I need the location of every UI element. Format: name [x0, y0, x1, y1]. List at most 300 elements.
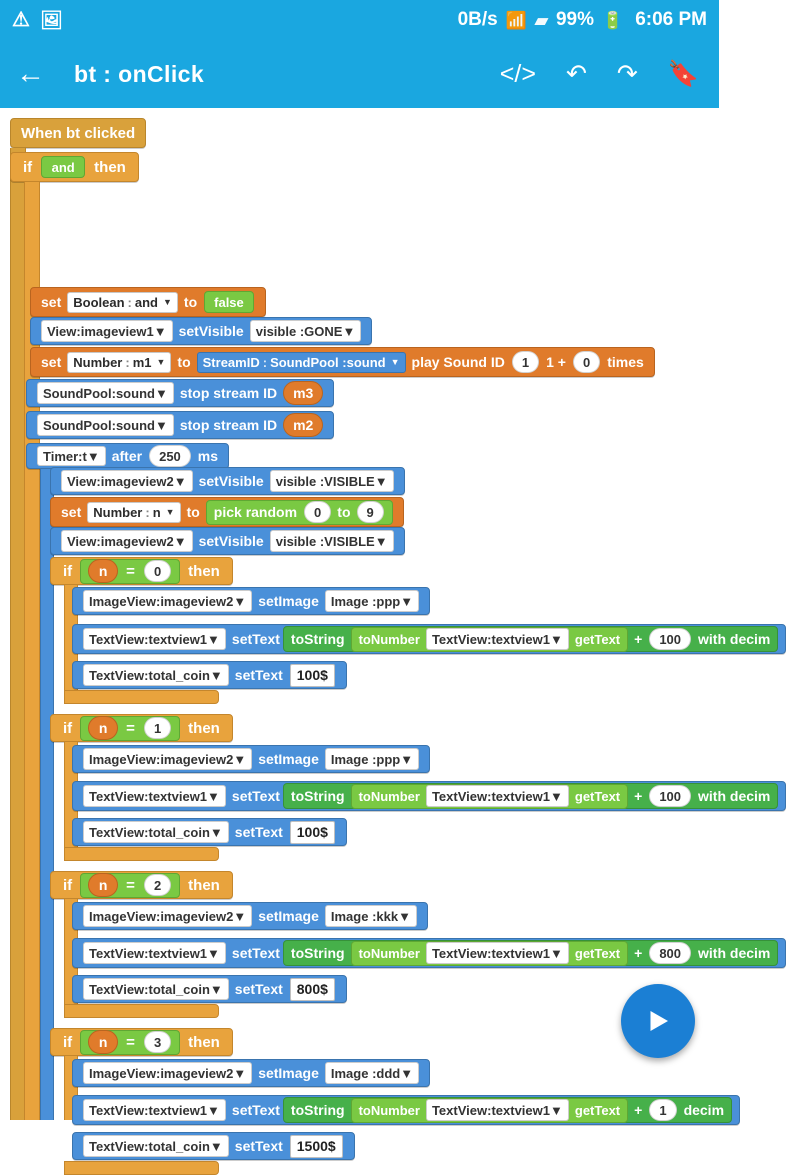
image-arg-selector-1[interactable]: [325, 748, 419, 770]
chevron-down-icon[interactable]: ▼: [400, 593, 414, 609]
textview-selector-0[interactable]: [83, 628, 226, 650]
chevron-down-icon[interactable]: ▼: [400, 1065, 414, 1081]
source-component-label: textview1: [491, 631, 550, 647]
image-arg-label: Image :: [330, 751, 377, 767]
source-type-label: TextView: [431, 631, 488, 647]
component-type-label: Timer: [43, 448, 79, 464]
if-branch-block-3[interactable]: [50, 1028, 233, 1056]
number-variable-name: n: [152, 504, 161, 520]
textview-selector-3[interactable]: [83, 1099, 226, 1121]
plus-operator: +: [634, 1102, 643, 1118]
image-arg-selector-3[interactable]: [325, 1062, 419, 1084]
chevron-down-icon[interactable]: ▼: [207, 631, 220, 647]
method-label: setText: [231, 788, 280, 804]
if-branch-block-1[interactable]: [50, 714, 233, 742]
view-component-selector-2[interactable]: [61, 470, 193, 492]
visible-arg-value: VISIBLE: [324, 533, 375, 549]
tostring-expression-1[interactable]: [283, 783, 778, 809]
times-value[interactable]: 0: [573, 351, 600, 373]
chevron-down-icon[interactable]: ▼: [233, 1065, 247, 1081]
settext-totalcoin-block-1[interactable]: [72, 818, 347, 846]
equals-operator: =: [126, 876, 135, 894]
comparison-value[interactable]: 1: [144, 717, 171, 739]
pick-random-block[interactable]: [206, 500, 393, 525]
chevron-down-icon[interactable]: ▼: [207, 1102, 220, 1118]
source-component-label: textview1: [491, 1102, 550, 1118]
method-label: setText: [234, 824, 283, 840]
then-keyword: then: [94, 158, 126, 176]
chevron-down-icon[interactable]: ▼: [207, 945, 220, 961]
set-keyword: set: [41, 354, 62, 370]
imageview-selector-2[interactable]: [83, 905, 252, 927]
if-branch-foot-3: [64, 1161, 219, 1175]
tonumber-expression-3[interactable]: [351, 1098, 629, 1123]
tonumber-label: toNumber: [358, 945, 420, 961]
separator: :: [96, 473, 101, 489]
settext-textview1-block-0[interactable]: [72, 624, 786, 654]
if-branch-foot-0: [64, 690, 219, 704]
visible-arg-selector-3[interactable]: [270, 530, 394, 552]
method-label: setVisible: [198, 473, 264, 489]
separator: :: [155, 593, 161, 609]
condition-and-operand[interactable]: and: [41, 156, 85, 178]
variable-n-operand[interactable]: n: [88, 1030, 118, 1054]
amount-value[interactable]: 800: [649, 942, 691, 964]
boolean-variable-chip[interactable]: [67, 292, 178, 313]
tonumber-expression-0[interactable]: [351, 627, 629, 652]
equals-operator: =: [126, 1033, 135, 1051]
separator: :: [144, 945, 149, 961]
separator: :: [125, 354, 130, 370]
source-type-label: TextView: [431, 945, 488, 961]
component-type-label: TextView: [89, 1138, 145, 1154]
component-name-label: t: [82, 448, 87, 464]
gettext-source-selector-1[interactable]: [426, 785, 569, 807]
comparison-value[interactable]: 2: [144, 874, 171, 896]
total-coin-text-value[interactable]: 800$: [290, 978, 335, 1001]
method-label: setText: [231, 945, 280, 961]
number-variable-chip-m1[interactable]: [67, 352, 171, 373]
soundpool-selector-m3[interactable]: [37, 382, 174, 404]
tonumber-expression-1[interactable]: [351, 784, 629, 809]
tostring-label: toString: [290, 945, 345, 961]
chevron-down-icon[interactable]: ▼: [400, 751, 414, 767]
chevron-down-icon[interactable]: ▼: [233, 908, 247, 924]
stream-id-variable-m2[interactable]: m2: [283, 413, 323, 437]
separator: :: [96, 533, 101, 549]
method-label: setVisible: [178, 323, 244, 339]
component-type-label: SoundPool: [43, 385, 112, 401]
app-bar: [0, 40, 719, 108]
chevron-down-icon[interactable]: ▼: [173, 533, 187, 549]
event-block-label: When bt clicked: [21, 124, 136, 142]
chevron-down-icon[interactable]: ▼: [209, 824, 223, 840]
setimage-block-1[interactable]: [72, 745, 430, 773]
play-sound-label: play Sound ID: [411, 354, 505, 370]
then-keyword: then: [188, 1033, 220, 1051]
amount-value[interactable]: 1: [649, 1099, 676, 1121]
component-type-label: TextView: [89, 945, 145, 961]
random-upper-bound[interactable]: 9: [357, 501, 384, 523]
set-number-m1-block[interactable]: [30, 347, 655, 377]
block-canvas[interactable]: [0, 108, 771, 1154]
totalcoin-selector-3[interactable]: [83, 1135, 229, 1157]
component-type-label: ImageView: [89, 593, 156, 609]
method-label: setImage: [258, 1065, 319, 1081]
totalcoin-selector-2[interactable]: [83, 978, 229, 1000]
component-name-label: textview1: [148, 1102, 208, 1118]
number-variable-name: m1: [132, 354, 152, 370]
bookmark-icon[interactable]: 🔖: [667, 59, 699, 88]
if-block-top[interactable]: [10, 152, 139, 182]
page-title: bt : onClick: [74, 60, 205, 87]
event-block-when-bt-clicked[interactable]: [10, 118, 146, 148]
times-prefix-label: 1 +: [546, 354, 566, 370]
settext-totalcoin-block-2[interactable]: [72, 975, 347, 1003]
timer-after-block[interactable]: [26, 443, 229, 469]
total-coin-text-value[interactable]: 1500$: [290, 1135, 343, 1158]
number-type-label: Number: [73, 354, 123, 370]
image-arg-selector-2[interactable]: [325, 905, 417, 927]
component-type-label: ImageView: [89, 1065, 156, 1081]
tonumber-expression-2[interactable]: [351, 941, 629, 966]
tonumber-label: toNumber: [358, 631, 420, 647]
chevron-down-icon[interactable]: ▼: [209, 981, 223, 997]
separator: :: [111, 417, 116, 433]
component-name-label: imageview2: [160, 593, 234, 609]
component-type-label: View: [67, 473, 97, 489]
then-keyword: then: [188, 876, 220, 894]
component-name-label: total_coin: [148, 824, 210, 840]
component-type-label: TextView: [89, 1102, 145, 1118]
component-name-label: textview1: [148, 945, 208, 961]
sound-id-value[interactable]: 1: [512, 351, 539, 373]
chevron-down-icon[interactable]: ▼: [156, 357, 166, 367]
variable-n-operand[interactable]: n: [88, 873, 118, 897]
textview-selector-2[interactable]: [83, 942, 226, 964]
wifi-icon: 📶: [505, 10, 527, 30]
soundpool-selector-m2[interactable]: [37, 414, 174, 436]
to-keyword: to: [183, 294, 198, 310]
component-name-label: total_coin: [148, 667, 210, 683]
chevron-down-icon[interactable]: ▼: [374, 473, 388, 489]
with-decimal-label: decim: [683, 1102, 725, 1118]
warning-triangle-icon: ⚠: [12, 9, 30, 31]
separator: :: [144, 981, 149, 997]
component-name-label: sound: [115, 417, 155, 433]
method-label: stop stream ID: [179, 417, 278, 433]
to-keyword: to: [186, 504, 200, 520]
gettext-label: getText: [574, 945, 621, 961]
component-type-label: TextView: [89, 981, 145, 997]
comparison-block-3[interactable]: [80, 1030, 180, 1055]
boolean-value[interactable]: false: [204, 291, 254, 313]
separator: :: [76, 323, 81, 339]
battery-percent-label: 99%: [555, 9, 595, 30]
component-type-label: View: [67, 533, 97, 549]
setimage-block-3[interactable]: [72, 1059, 430, 1087]
setimage-block-0[interactable]: [72, 587, 430, 615]
back-arrow-icon[interactable]: ←: [16, 57, 45, 90]
component-name-label: imageview1: [80, 323, 154, 339]
run-project-fab[interactable]: [621, 984, 695, 1058]
component-name-label: imageview2: [100, 533, 174, 549]
separator: :: [144, 667, 149, 683]
component-name-label: sound: [115, 385, 155, 401]
component-type-label: TextView: [89, 631, 145, 647]
number-type-label: Number: [93, 504, 143, 520]
component-name-label: textview1: [148, 631, 208, 647]
setvisible-imageview1-block[interactable]: [30, 317, 372, 345]
chevron-down-icon[interactable]: ▼: [207, 788, 220, 804]
chevron-down-icon[interactable]: ▼: [165, 507, 175, 517]
image-icon: 🖼: [39, 10, 63, 30]
separator: :: [144, 788, 149, 804]
comparison-block-0[interactable]: [80, 559, 180, 584]
component-name-label: imageview2: [100, 473, 174, 489]
chevron-down-icon[interactable]: ▼: [550, 631, 563, 647]
method-label: setImage: [258, 908, 319, 924]
method-label: setText: [234, 1138, 283, 1154]
method-label: setImage: [258, 593, 319, 609]
with-decimal-label: with decim: [698, 631, 771, 647]
visible-arg-label: visible :: [255, 323, 305, 339]
component-type-label: ImageView: [89, 751, 156, 767]
undo-icon[interactable]: ↶: [565, 59, 587, 88]
gettext-label: getText: [574, 788, 621, 804]
component-type-label: ImageView: [89, 908, 156, 924]
method-label: setText: [231, 631, 280, 647]
source-component-label: textview1: [491, 945, 550, 961]
component-type-label: SoundPool: [43, 417, 112, 433]
if-keyword: if: [63, 1033, 73, 1051]
streamid-label: StreamID: [202, 354, 260, 370]
tonumber-label: toNumber: [358, 1102, 420, 1118]
variable-n-operand[interactable]: n: [88, 559, 118, 583]
chevron-down-icon[interactable]: ▼: [163, 297, 172, 307]
image-arg-value: kkk: [376, 908, 399, 924]
separator: :: [127, 294, 132, 310]
separator: :: [144, 1138, 149, 1154]
component-name-label: total_coin: [148, 981, 210, 997]
gettext-source-selector-2[interactable]: [426, 942, 569, 964]
separator: :: [487, 1102, 492, 1118]
chevron-down-icon[interactable]: ▼: [154, 417, 168, 433]
comparison-value[interactable]: 0: [144, 560, 171, 582]
component-name-label: textview1: [148, 788, 208, 804]
set-keyword: set: [41, 294, 62, 310]
visible-arg-selector-2[interactable]: [270, 470, 394, 492]
chevron-down-icon[interactable]: ▼: [233, 751, 247, 767]
component-name-label: imageview2: [160, 751, 234, 767]
if-branch-foot-2: [64, 1004, 219, 1018]
chevron-down-icon[interactable]: ▼: [173, 473, 187, 489]
soundpool-name: sound: [346, 354, 386, 370]
setimage-block-2[interactable]: [72, 902, 428, 930]
method-label: setVisible: [198, 533, 264, 549]
battery-icon: 🔋: [602, 10, 624, 30]
comparison-block-2[interactable]: [80, 873, 180, 898]
chevron-down-icon[interactable]: ▼: [209, 1138, 223, 1154]
set-keyword: set: [61, 504, 82, 520]
component-name-label: imageview2: [160, 1065, 234, 1081]
if-keyword: if: [63, 562, 73, 580]
if-keyword: if: [23, 158, 33, 176]
amount-value[interactable]: 100: [649, 785, 691, 807]
boolean-variable-name: and: [134, 294, 158, 310]
image-arg-label: Image :: [330, 1065, 377, 1081]
then-keyword: then: [188, 719, 220, 737]
tostring-label: toString: [290, 1102, 345, 1118]
tostring-expression-0[interactable]: [283, 626, 778, 652]
method-label: setText: [231, 1102, 280, 1118]
setvisible-imageview2-block-2[interactable]: [50, 527, 405, 555]
image-arg-value: ppp: [376, 593, 401, 609]
equals-operator: =: [126, 719, 135, 737]
signal-icon: ▰: [534, 10, 548, 30]
tonumber-label: toNumber: [358, 788, 420, 804]
separator: :: [262, 354, 268, 370]
settext-textview1-block-2[interactable]: [72, 938, 786, 968]
view-component-selector-3[interactable]: [61, 530, 193, 552]
pick-random-label: pick random: [213, 504, 298, 520]
totalcoin-selector-0[interactable]: [83, 664, 229, 686]
imageview-selector-3[interactable]: [83, 1062, 252, 1084]
component-type-label: TextView: [89, 788, 145, 804]
tostring-expression-2[interactable]: [283, 940, 778, 966]
method-label: setText: [234, 667, 283, 683]
settext-textview1-block-3[interactable]: [72, 1095, 740, 1125]
settext-totalcoin-block-3[interactable]: [72, 1132, 355, 1160]
visible-arg-value: GONE: [304, 323, 343, 339]
chevron-down-icon[interactable]: ▼: [154, 385, 168, 401]
visible-arg-selector-1[interactable]: [250, 320, 362, 342]
chevron-down-icon[interactable]: ▼: [209, 667, 223, 683]
image-arg-selector-0[interactable]: [325, 590, 419, 612]
separator: :: [487, 788, 492, 804]
set-boolean-block[interactable]: [30, 287, 266, 317]
chevron-down-icon[interactable]: ▼: [342, 323, 356, 339]
stream-id-variable-m3[interactable]: m3: [283, 381, 323, 405]
separator: :: [155, 751, 161, 767]
equals-operator: =: [126, 562, 135, 580]
times-label: times: [607, 354, 644, 370]
tostring-label: toString: [290, 631, 345, 647]
chevron-down-icon[interactable]: ▼: [398, 908, 411, 924]
comparison-value[interactable]: 3: [144, 1031, 171, 1053]
settext-textview1-block-1[interactable]: [72, 781, 786, 811]
component-type-label: View: [47, 323, 77, 339]
imageview-selector-0[interactable]: [83, 590, 252, 612]
settext-totalcoin-block-0[interactable]: [72, 661, 347, 689]
separator: :: [144, 631, 149, 647]
chevron-down-icon[interactable]: ▼: [86, 448, 100, 464]
image-arg-label: Image :: [330, 908, 377, 924]
chevron-down-icon[interactable]: ▼: [153, 323, 167, 339]
image-arg-label: Image :: [330, 593, 377, 609]
plus-operator: +: [634, 945, 643, 961]
if-branch-block-0[interactable]: [50, 557, 233, 585]
clock-label: 6:06 PM: [635, 9, 707, 30]
image-arg-value: ppp: [376, 751, 401, 767]
chevron-down-icon[interactable]: ▼: [550, 788, 563, 804]
timer-selector[interactable]: [37, 446, 106, 466]
gettext-label: getText: [574, 1102, 621, 1118]
chevron-down-icon[interactable]: ▼: [233, 593, 247, 609]
totalcoin-selector-1[interactable]: [83, 821, 229, 843]
plus-operator: +: [634, 631, 643, 647]
if-keyword: if: [63, 876, 73, 894]
app-bar-actions: [499, 59, 703, 88]
gettext-source-selector-0[interactable]: [426, 628, 569, 650]
total-coin-text-value[interactable]: 100$: [290, 821, 335, 844]
status-bar: [0, 0, 719, 40]
method-label: stop stream ID: [179, 385, 278, 401]
number-variable-chip-n[interactable]: [87, 502, 180, 523]
separator: :: [111, 385, 116, 401]
if-branch-block-2[interactable]: [50, 871, 233, 899]
view-component-selector-1[interactable]: [41, 320, 173, 342]
variable-n-operand[interactable]: n: [88, 716, 118, 740]
timer-delay-value[interactable]: 250: [149, 445, 191, 467]
soundpool-stop-m2-block[interactable]: [26, 411, 334, 439]
chevron-down-icon[interactable]: ▼: [550, 1102, 563, 1118]
chevron-down-icon[interactable]: ▼: [374, 533, 388, 549]
tostring-expression-3[interactable]: [283, 1097, 732, 1123]
streamid-soundpool-chip[interactable]: [197, 352, 406, 373]
source-type-label: TextView: [431, 788, 488, 804]
timer-unit-label: ms: [197, 448, 219, 464]
separator: :: [144, 1102, 149, 1118]
visible-arg-value: VISIBLE: [324, 473, 375, 489]
status-bar-left: [12, 10, 63, 30]
method-label: setImage: [258, 751, 319, 767]
random-to-label: to: [337, 504, 351, 520]
boolean-type-label: Boolean: [73, 294, 125, 310]
gettext-source-selector-3[interactable]: [426, 1099, 569, 1121]
chevron-down-icon[interactable]: ▼: [550, 945, 563, 961]
component-type-label: TextView: [89, 667, 145, 683]
separator: :: [155, 1065, 161, 1081]
to-keyword: to: [177, 354, 191, 370]
source-component-label: textview1: [491, 788, 550, 804]
with-decimal-label: with decim: [698, 945, 771, 961]
source-type-label: TextView: [431, 1102, 488, 1118]
after-label: after: [111, 448, 143, 464]
set-number-n-block[interactable]: [50, 497, 404, 527]
imageview-selector-1[interactable]: [83, 748, 252, 770]
source-code-icon[interactable]: </>: [499, 59, 536, 88]
amount-value[interactable]: 100: [649, 628, 691, 650]
setvisible-imageview2-block-1[interactable]: [50, 467, 405, 495]
separator: :: [78, 448, 83, 464]
redo-icon[interactable]: ↷: [616, 59, 638, 88]
with-decimal-label: with decim: [698, 788, 771, 804]
total-coin-text-value[interactable]: 100$: [290, 664, 335, 687]
separator: :: [144, 824, 149, 840]
separator: :: [487, 631, 492, 647]
data-rate-label: 0B/s: [457, 9, 498, 30]
visible-arg-label: visible :: [275, 473, 325, 489]
chevron-down-icon[interactable]: ▼: [390, 357, 400, 367]
separator: :: [145, 504, 150, 520]
comparison-block-1[interactable]: [80, 716, 180, 741]
random-lower-bound[interactable]: 0: [304, 501, 331, 523]
status-bar-right: [458, 9, 707, 31]
separator: :: [155, 908, 161, 924]
soundpool-stop-m3-block[interactable]: [26, 379, 334, 407]
textview-selector-1[interactable]: [83, 785, 226, 807]
